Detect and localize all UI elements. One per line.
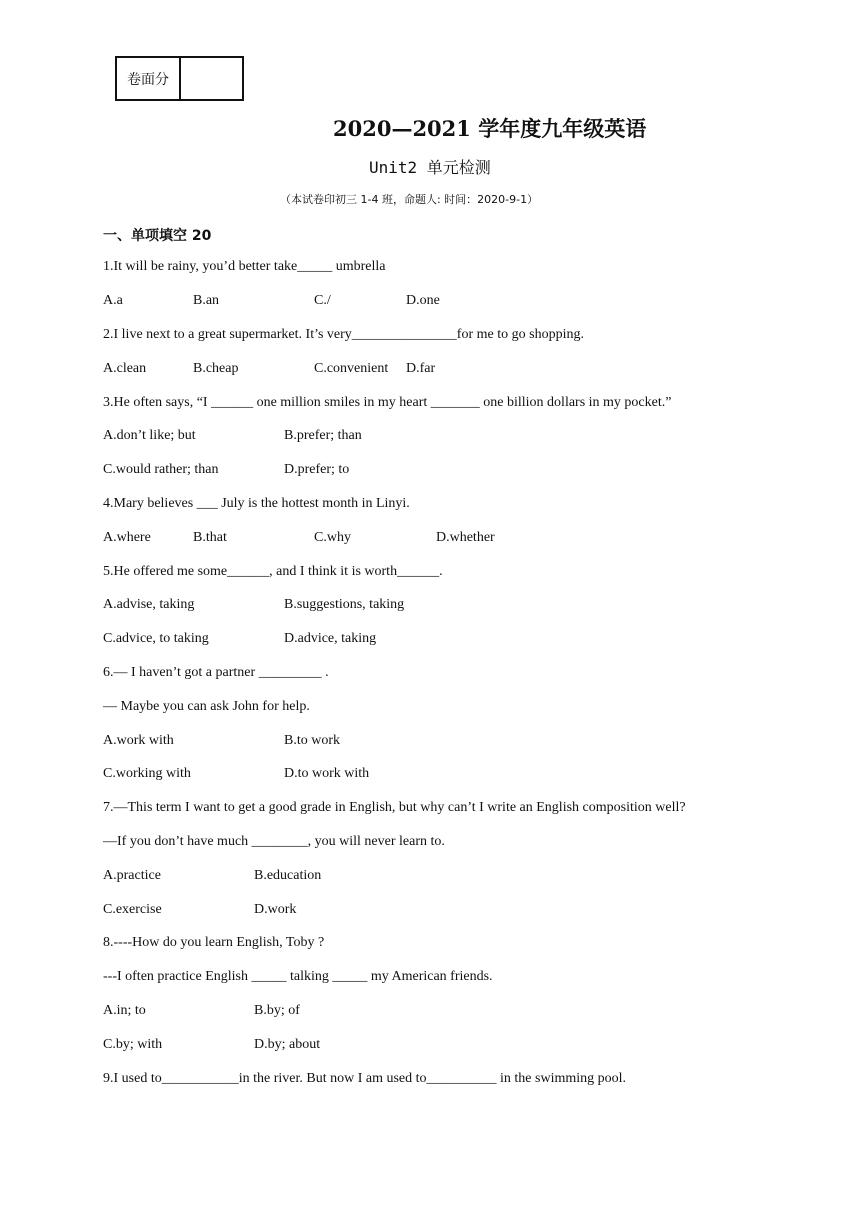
question-option: D.one [406,293,440,308]
question-option: C.why [314,530,351,545]
question-text-reply: ---I often practice English _____ talking _____ my American friends. [103,969,493,984]
question-option: B.that [193,530,227,545]
question-option: B.education [254,868,322,883]
page-title: 2020—2021 学年度九年级英语 [333,116,647,141]
question-text: 4.Mary believes ___ July is the hottest month in Linyi. [103,496,410,511]
exam-note: （本试卷印初三 1-4 班，命题人: 时间：2020-9-1） [280,193,539,206]
score-box [115,56,244,101]
question-option: B.by; of [254,1003,300,1018]
question-option: D.whether [436,530,495,545]
question-option: B.suggestions, taking [284,597,405,612]
question-text: 7.—This term I want to get a good grade in English, but why can’t I write an English composition well? [103,800,686,815]
question-option: C.advice, to taking [103,631,209,646]
question-option: C.would rather; than [103,462,219,477]
question-text: 9.I used to___________in the river. But now I am used to__________ in the swimming pool. [103,1071,627,1086]
question-option: B.to work [284,733,340,748]
question-option: A.don’t like; but [103,428,196,443]
question-text: 5.He offered me some______, and I think it is worth______. [103,564,443,579]
question-option: D.prefer; to [284,462,350,477]
question-option: A.where [103,530,151,545]
question-option: D.advice, taking [284,631,377,646]
question-option: D.by; about [254,1037,321,1052]
question-option: D.work [254,902,297,917]
score-value-cell [181,58,242,99]
question-option: B.an [193,293,220,308]
question-option: A.clean [103,361,147,376]
question-text: 1.It will be rainy, you’d better take_____ umbrella [103,259,386,274]
question-option: C.working with [103,766,191,781]
score-label: 卷面分 [117,58,181,99]
question-option: A.in; to [103,1003,146,1018]
question-option: C.exercise [103,902,162,917]
question-option: A.a [103,293,123,308]
question-option: C.convenient [314,361,389,376]
question-option: D.to work with [284,766,370,781]
question-text: 8.----How do you learn English, Toby ? [103,935,325,950]
question-option: D.far [406,361,436,376]
question-option: A.work with [103,733,174,748]
question-option: C.by; with [103,1037,163,1052]
question-option: C./ [314,293,331,308]
question-option: B.cheap [193,361,239,376]
question-option: A.advise, taking [103,597,195,612]
question-text: 3.He often says, “I ______ one million smiles in my heart _______ one billion dollars in my pocket.” [103,395,672,410]
page-subtitle: Unit2 单元检测 [369,158,491,177]
section-title: 一、单项填空 20 [103,228,212,244]
question-text-reply: — Maybe you can ask John for help. [103,699,310,714]
question-option: B.prefer; than [284,428,362,443]
question-text: 2.I live next to a great supermarket. It’s very_______________for me to go shopping. [103,327,584,342]
question-option: A.practice [103,868,161,883]
question-text: 6.— I haven’t got a partner _________ . [103,665,329,680]
question-text-reply: —If you don’t have much ________, you will never learn to. [103,834,445,849]
